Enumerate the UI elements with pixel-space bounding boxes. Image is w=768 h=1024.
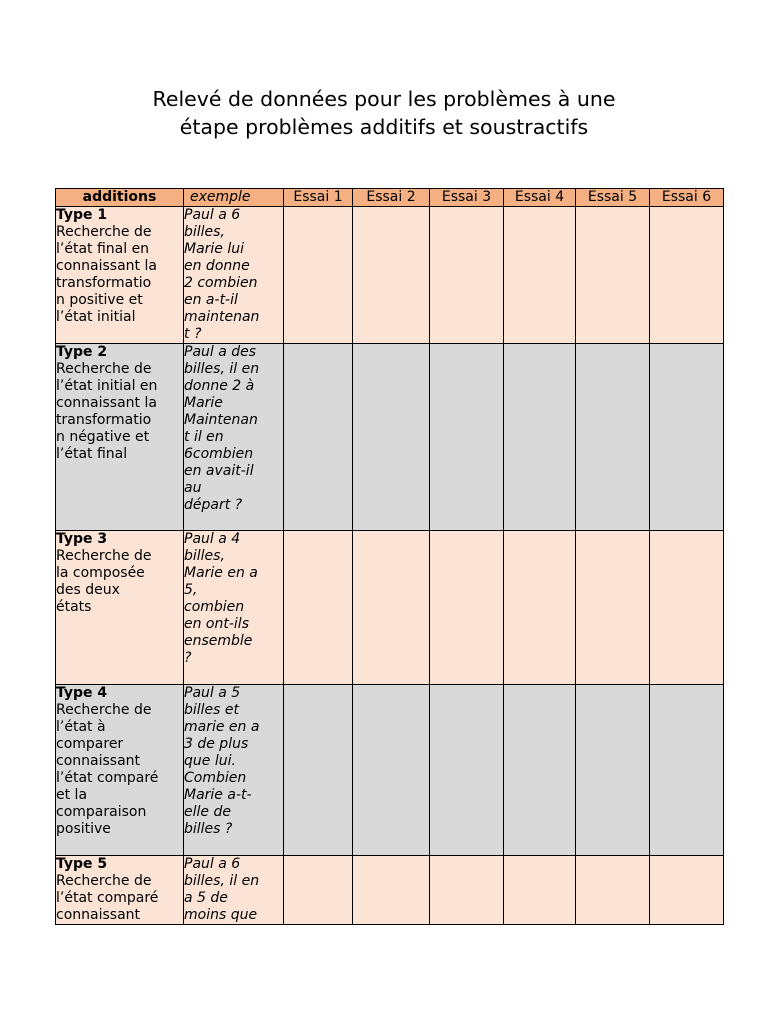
essai-3-cell[interactable] — [430, 344, 504, 531]
example-line: ensemble — [184, 633, 253, 649]
example-line: Maintenan — [184, 412, 258, 428]
example-line: marie en a — [184, 719, 260, 735]
type-description-line: comparer — [56, 736, 124, 752]
essai-1-cell[interactable] — [284, 207, 353, 344]
example-line: Paul a 5 — [184, 685, 241, 701]
example-line: départ ? — [184, 497, 243, 513]
example-cell — [184, 856, 284, 925]
type-description-line: connaissant — [56, 907, 141, 923]
essai-2-cell[interactable] — [353, 207, 430, 344]
essai-5-cell[interactable] — [576, 531, 650, 685]
example-line: moins que — [184, 907, 258, 923]
type-description-line: n négative et — [56, 429, 150, 445]
example-line: Paul a des — [184, 344, 257, 360]
type-description-line: comparaison — [56, 804, 147, 820]
essai-6-cell[interactable] — [650, 207, 724, 344]
table-row — [56, 531, 724, 685]
example-line: combien — [184, 599, 245, 615]
essai-3-cell[interactable] — [430, 531, 504, 685]
table-row — [56, 207, 724, 344]
type-description-line: Recherche de — [56, 873, 152, 889]
type-description-line: états — [56, 599, 92, 615]
example-line: billes, il en — [184, 873, 260, 889]
table-row — [56, 685, 724, 856]
example-line: en ont-ils — [184, 616, 249, 632]
essai-6-cell[interactable] — [650, 531, 724, 685]
essai-1-cell[interactable] — [284, 856, 353, 925]
type-label: Type 5 — [56, 856, 108, 872]
header-essai-4: Essai 4 — [504, 189, 576, 207]
title-line-2: étape problèmes additifs et soustractifs — [179, 115, 589, 139]
document-title — [0, 85, 768, 141]
example-line: en a-t-il — [184, 292, 238, 308]
example-line: 6combien — [184, 446, 254, 462]
type-description-cell — [56, 207, 184, 344]
header-essai-3: Essai 3 — [430, 189, 504, 207]
example-line: en donne — [184, 258, 250, 274]
example-line: Marie en a — [184, 565, 258, 581]
type-description-line: positive — [56, 821, 111, 837]
example-line: billes, il en — [184, 361, 260, 377]
type-description-line: l’état initial en — [56, 378, 158, 394]
type-label: Type 1 — [56, 207, 108, 223]
type-description-line: connaissant la — [56, 258, 157, 274]
header-essai-6: Essai 6 — [650, 189, 724, 207]
example-line: maintenan — [184, 309, 260, 325]
example-cell — [184, 531, 284, 685]
essai-2-cell[interactable] — [353, 344, 430, 531]
example-line: ? — [184, 650, 192, 666]
title-line-1: Relevé de données pour les problèmes à une — [152, 87, 616, 111]
example-line: billes et — [184, 702, 240, 718]
header-essai-2: Essai 2 — [353, 189, 430, 207]
example-line: Paul a 6 — [184, 207, 241, 223]
example-line: que lui. — [184, 753, 236, 769]
example-line: 2 combien — [184, 275, 258, 291]
type-description-line: connaissant — [56, 753, 141, 769]
essai-4-cell[interactable] — [504, 344, 576, 531]
example-cell — [184, 685, 284, 856]
example-line: Marie a-t- — [184, 787, 252, 803]
header-essai-5: Essai 5 — [576, 189, 650, 207]
header-exemple: exemple — [184, 189, 284, 207]
essai-4-cell[interactable] — [504, 856, 576, 925]
type-description-line: Recherche de — [56, 548, 152, 564]
header-row — [56, 189, 724, 207]
header-essai-1: Essai 1 — [284, 189, 353, 207]
essai-5-cell[interactable] — [576, 207, 650, 344]
essai-6-cell[interactable] — [650, 856, 724, 925]
example-line: Paul a 4 — [184, 531, 241, 547]
type-description-line: l’état final en — [56, 241, 150, 257]
type-label: Type 2 — [56, 344, 108, 360]
type-description-line: la composée — [56, 565, 145, 581]
essai-6-cell[interactable] — [650, 685, 724, 856]
data-table — [55, 188, 724, 925]
type-description-line: l’état initial — [56, 309, 136, 325]
type-label: Type 4 — [56, 685, 108, 701]
example-line: billes ? — [184, 821, 233, 837]
type-description-cell — [56, 531, 184, 685]
example-line: elle de — [184, 804, 231, 820]
type-description-cell — [56, 344, 184, 531]
essai-1-cell[interactable] — [284, 344, 353, 531]
type-label: Type 3 — [56, 531, 108, 547]
essai-1-cell[interactable] — [284, 685, 353, 856]
essai-3-cell[interactable] — [430, 685, 504, 856]
example-line: Marie lui — [184, 241, 245, 257]
example-line: billes, — [184, 548, 225, 564]
example-line: en avait-il — [184, 463, 254, 479]
essai-2-cell[interactable] — [353, 531, 430, 685]
type-description-line: connaissant la — [56, 395, 157, 411]
example-cell — [184, 207, 284, 344]
type-description-line: n positive et — [56, 292, 143, 308]
type-description-line: transformatio — [56, 275, 152, 291]
type-description-line: l’état comparé — [56, 890, 159, 906]
type-description-line: l’état final — [56, 446, 128, 462]
type-description-cell — [56, 685, 184, 856]
type-description-line: Recherche de — [56, 361, 152, 377]
example-line: t il en — [184, 429, 224, 445]
type-description-line: des deux — [56, 582, 120, 598]
essai-1-cell[interactable] — [284, 531, 353, 685]
essai-3-cell[interactable] — [430, 856, 504, 925]
essai-6-cell[interactable] — [650, 344, 724, 531]
example-line: 3 de plus — [184, 736, 249, 752]
table-row — [56, 344, 724, 531]
type-description-line: l’état comparé — [56, 770, 159, 786]
type-description-line: Recherche de — [56, 224, 152, 240]
example-cell — [184, 344, 284, 531]
type-description-line: et la — [56, 787, 88, 803]
type-description-cell — [56, 856, 184, 925]
example-line: Marie — [184, 395, 223, 411]
essai-4-cell[interactable] — [504, 207, 576, 344]
essai-5-cell[interactable] — [576, 856, 650, 925]
essai-5-cell[interactable] — [576, 685, 650, 856]
example-line: billes, — [184, 224, 225, 240]
essai-5-cell[interactable] — [576, 344, 650, 531]
example-line: a 5 de — [184, 890, 228, 906]
header-additions: additions — [56, 189, 184, 207]
essai-2-cell[interactable] — [353, 685, 430, 856]
example-line: Combien — [184, 770, 247, 786]
example-line: au — [184, 480, 202, 496]
type-description-line: transformatio — [56, 412, 152, 428]
type-description-line: l’état à — [56, 719, 106, 735]
example-line: donne 2 à — [184, 378, 255, 394]
example-line: 5, — [184, 582, 198, 598]
essai-4-cell[interactable] — [504, 685, 576, 856]
essai-4-cell[interactable] — [504, 531, 576, 685]
type-description-line: Recherche de — [56, 702, 152, 718]
essai-2-cell[interactable] — [353, 856, 430, 925]
table-row — [56, 856, 724, 925]
essai-3-cell[interactable] — [430, 207, 504, 344]
example-line: t ? — [184, 326, 202, 342]
example-line: Paul a 6 — [184, 856, 241, 872]
